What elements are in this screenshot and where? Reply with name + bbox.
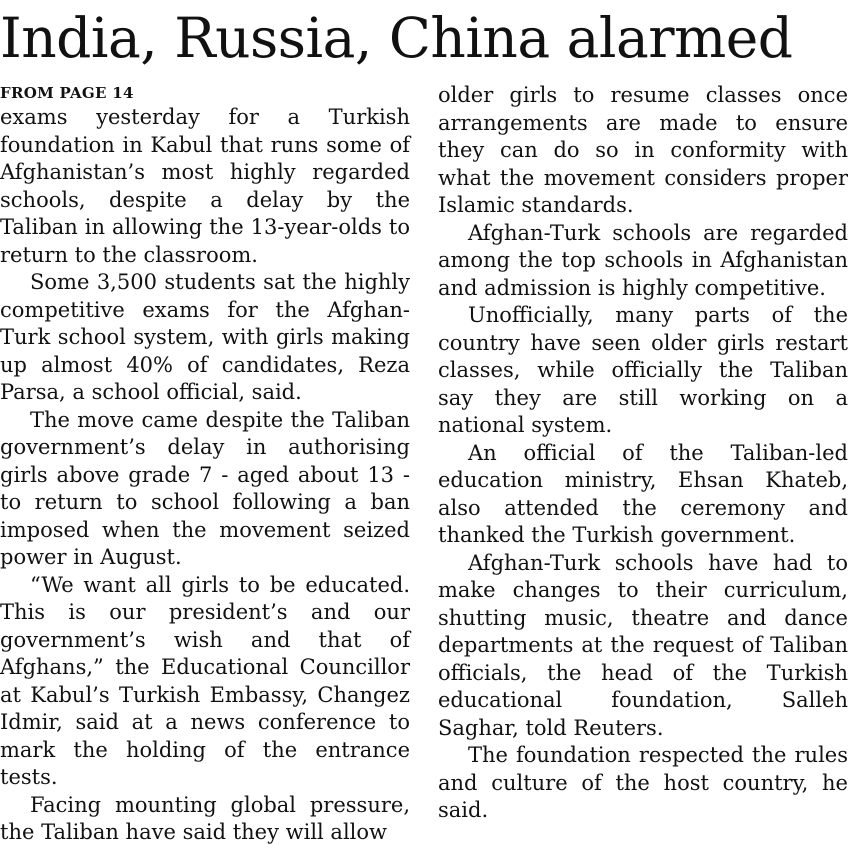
paragraph: An official of the Taliban-led education ministry, Ehsan Khateb, also attended the ceremony and thanked the Turkish government.	[438, 440, 848, 547]
paragraph: The foundation respected the rules and culture of the host country, he said.	[438, 743, 848, 822]
headline: India, Russia, China alarmed	[0, 6, 793, 70]
paragraph: The move came despite the Taliban government’s delay in authorising girls above grade 7 - aged about 13 - to return to school following a ban imposed when the movement seized power in August.	[0, 407, 410, 569]
paragraph: Some 3,500 students sat the highly competitive exams for the Afghan-Turk school system, with girls making up almost 40% of candidates, Reza Parsa, a school official, said.	[0, 270, 410, 404]
paragraph: Facing mounting global pressure, the Taliban have said they will allow	[0, 792, 410, 844]
paragraph: Afghan-Turk schools have had to make changes to their curriculum, shutting music, theatre and dance departments at the request of Taliban officials, the head of the Turkish educational foundation, Salleh Saghar, told Reuters.	[438, 550, 848, 740]
paragraph: exams yesterday for a Turkish foundation in Kabul that runs some of Afghanistan’s most highly regarded schools, despite a delay by the Taliban in allowing the 13-year-olds to return to the classroom.	[0, 105, 410, 267]
paragraph: Afghan-Turk schools are regarded among the top schools in Afghanistan and admission is highly competitive.	[438, 220, 848, 300]
paragraph: “We want all girls to be educated. This is our president’s and our government’s wish and that of Afghans,” the Educational Councillor at Kabul’s Turkish Embassy, Changez Idmir, said at a news conference to mark the holding of the entrance tests.	[0, 572, 410, 789]
paragraph: Unofficially, many parts of the country have seen older girls restart classes, while officially the Taliban say they are still working on a national system.	[438, 303, 848, 437]
continuation-label: FROM PAGE 14	[0, 84, 134, 102]
right-column	[438, 82, 848, 825]
left-column	[0, 82, 410, 847]
paragraph: older girls to resume classes once arrangements are made to ensure they can do so in conformity with what the movement considers proper Islamic standards.	[438, 83, 848, 217]
